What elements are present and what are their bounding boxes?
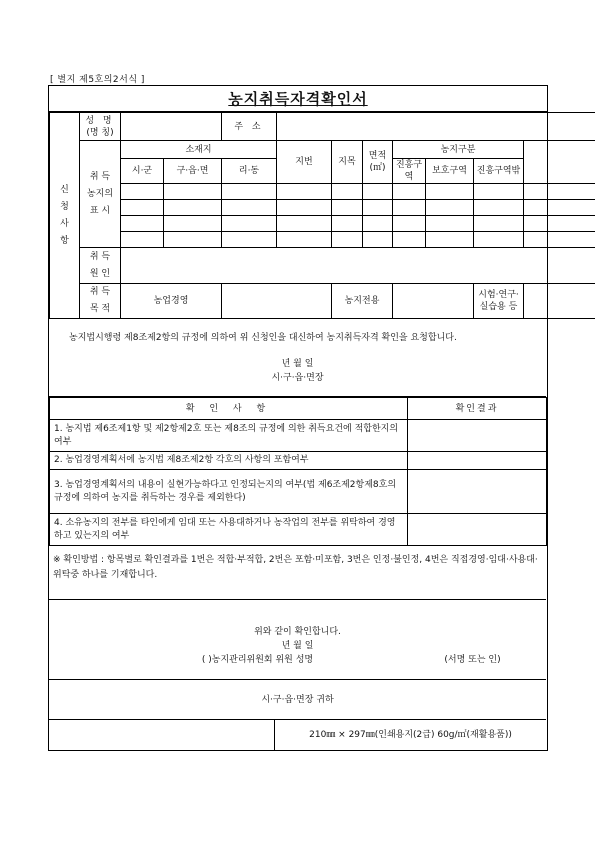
land-cell[interactable] <box>393 232 426 248</box>
request-official: 시·구·읍·면장 <box>271 373 324 383</box>
land-cell[interactable] <box>363 184 393 200</box>
land-cell[interactable] <box>277 184 332 200</box>
address-label: 주 소 <box>222 113 277 141</box>
verification-item-4: 4. 소유농지의 전부를 타인에게 임대 또는 사용대하거나 농작업의 전부를 위탁하여 경영하고 있는지의 여부 <box>50 514 408 546</box>
purpose-research-check[interactable] <box>524 284 595 319</box>
land-cell[interactable] <box>426 200 474 216</box>
confirmation-date: 년 월 일 <box>281 641 314 651</box>
confirmation-text: 위와 같이 확인합니다. <box>254 627 341 637</box>
land-cell[interactable] <box>121 200 164 216</box>
land-cell[interactable] <box>524 216 595 232</box>
confirmation-block <box>49 600 546 680</box>
land-cell[interactable] <box>393 200 426 216</box>
col-protection-zone: 보호구역 <box>426 159 474 184</box>
request-date: 년 월 일 시·구·읍·면장 <box>49 357 546 385</box>
land-cell[interactable] <box>222 184 277 200</box>
land-cell[interactable] <box>277 232 332 248</box>
request-text: 농지법시행령 제8조제2항의 규정에 의하여 위 신청인을 대신하여 농지취득자격 확인을 요청합니다. <box>69 333 457 343</box>
applicant-section-label: 신 청 사 항 <box>50 113 80 319</box>
land-cell[interactable] <box>277 200 332 216</box>
verification-result-header: 확인결과 <box>408 398 547 420</box>
land-cell[interactable] <box>332 184 363 200</box>
land-cell[interactable] <box>524 184 595 200</box>
verification-items-header: 확 인 사 항 <box>50 398 408 420</box>
method-note: ※ 확인방법 : 항목별로 확인결과를 1번은 적합·부적합, 2번은 포함·미포함, 3번은 인정·불인정, 4번은 직접경영·임대·사용대·위탁중 하나를 기재합니다. <box>49 545 546 600</box>
land-cell[interactable] <box>474 184 524 200</box>
form-title: 농지취득자격확인서 <box>49 86 547 112</box>
area-label: 면적 (㎡) <box>363 141 393 184</box>
land-cell[interactable] <box>222 216 277 232</box>
land-cell[interactable] <box>363 232 393 248</box>
zone-label: 농지구분 <box>393 141 524 159</box>
form-frame <box>48 85 548 751</box>
land-cell[interactable] <box>222 232 277 248</box>
name-label: 성 명 (명 칭) <box>80 113 121 141</box>
land-cell[interactable] <box>121 232 164 248</box>
verification-result-2[interactable] <box>408 452 547 470</box>
verification-item-2: 2. 농업경영계획서에 농지법 제8조제2항 각호의 사항의 포함여부 <box>50 452 408 470</box>
land-cell[interactable] <box>524 232 595 248</box>
land-cell[interactable] <box>164 184 222 200</box>
land-display-label: 취 득 농지의 표 시 <box>80 141 121 248</box>
acquisition-purpose-label: 취 득 목 적 <box>80 284 121 319</box>
committee-member-name: ( )농지관리위원회 위원 성명 <box>201 655 314 665</box>
lot-number-label: 지번 <box>277 141 332 184</box>
land-cell[interactable] <box>222 200 277 216</box>
addressee-line: 시·구·읍·면장 귀하 <box>49 680 546 720</box>
col-outside-zone: 진흥구역밖 <box>474 159 524 184</box>
land-cell[interactable] <box>121 184 164 200</box>
verification-result-1[interactable] <box>408 420 547 452</box>
land-cell[interactable] <box>164 200 222 216</box>
form-number-tag: [ 별지 제5호의2서식 ] <box>50 75 145 85</box>
verification-item-3: 3. 농업경영계획서의 내용이 실현가능하다고 인정되는지의 여부(법 제6조제2항제8호의 규정에 의하여 농지를 취득하는 경우를 제외한다) <box>50 470 408 514</box>
col-gu-eup-myeon: 구·읍·면 <box>164 159 222 184</box>
signature-seal-label: (서명 또는 인) <box>444 655 501 665</box>
name-field[interactable] <box>121 113 222 141</box>
land-cell[interactable] <box>393 184 426 200</box>
address-field[interactable] <box>277 113 595 141</box>
col-si-gun: 시·군 <box>121 159 164 184</box>
col-promotion-zone: 진흥구역 <box>393 159 426 184</box>
land-cell[interactable] <box>426 216 474 232</box>
col-ri-dong: 리·동 <box>222 159 277 184</box>
location-label: 소재지 <box>121 141 277 159</box>
purpose-conversion-check[interactable] <box>393 284 474 319</box>
purpose-research: 시험·연구· 실습용 등 <box>474 284 524 319</box>
land-category-label: 지목 <box>332 141 363 184</box>
land-cell[interactable] <box>474 232 524 248</box>
land-cell[interactable] <box>426 184 474 200</box>
verification-table <box>49 397 547 546</box>
acquisition-reason-label: 취 득 원 인 <box>80 248 121 284</box>
land-cell[interactable] <box>363 200 393 216</box>
verification-result-3[interactable] <box>408 470 547 514</box>
verification-item-1: 1. 농지법 제6조제1항 및 제2항제2호 또는 제8조의 규정에 의한 취득요건에 적합한지의 여부 <box>50 420 408 452</box>
land-cell[interactable] <box>164 216 222 232</box>
land-cell[interactable] <box>332 200 363 216</box>
land-cell[interactable] <box>474 216 524 232</box>
land-cell[interactable] <box>393 216 426 232</box>
paper-spec: 210㎜ × 297㎜(인쇄용지(2급) 60g/㎡(재활용품)) <box>274 720 546 750</box>
land-cell[interactable] <box>363 216 393 232</box>
land-cell[interactable] <box>164 232 222 248</box>
purpose-farming-check[interactable] <box>222 284 332 319</box>
land-cell[interactable] <box>277 216 332 232</box>
applicant-table <box>49 112 595 319</box>
acquisition-reason-field[interactable] <box>121 248 595 284</box>
purpose-conversion: 농지전용 <box>332 284 393 319</box>
land-cell[interactable] <box>332 232 363 248</box>
land-cell[interactable] <box>474 200 524 216</box>
request-statement <box>49 321 546 397</box>
land-cell[interactable] <box>524 200 595 216</box>
land-cell[interactable] <box>332 216 363 232</box>
land-cell[interactable] <box>426 232 474 248</box>
land-cell[interactable] <box>121 216 164 232</box>
purpose-farming: 농업경영 <box>121 284 222 319</box>
verification-result-4[interactable] <box>408 514 547 546</box>
